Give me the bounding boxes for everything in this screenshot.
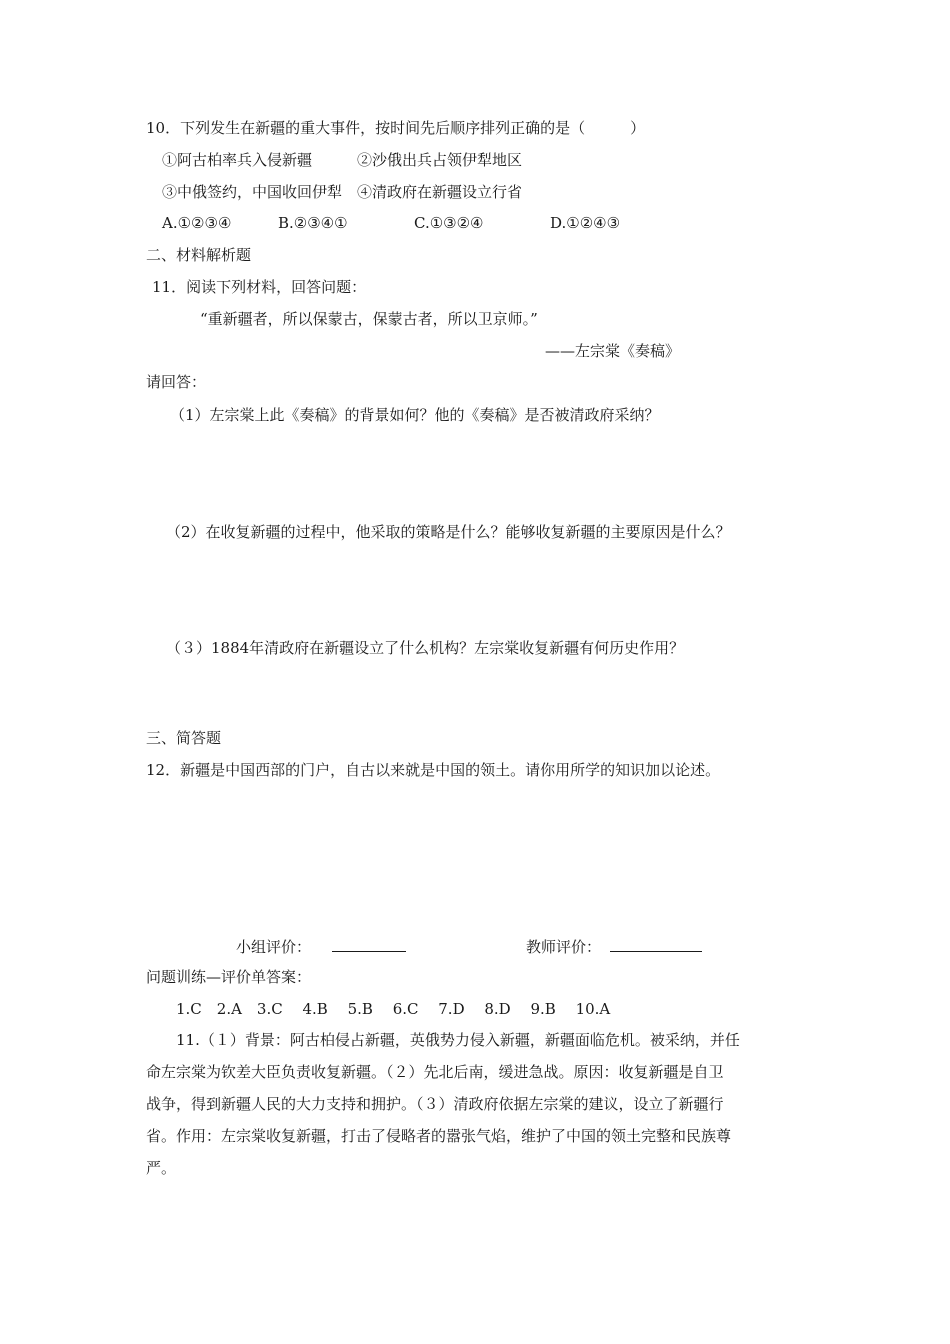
material-source: ——左宗棠《奏稿》 xyxy=(545,342,681,360)
question-12: 12．新疆是中国西部的门户，自古以来就是中国的领土。请你用所学的知识加以论述。 xyxy=(146,761,721,779)
question-11-sub-2: （2）在收复新疆的过程中，他采取的策略是什么？能够收复新疆的主要原因是什么？ xyxy=(166,523,731,541)
material-quote: “重新疆者，所以保蒙古，保蒙古者，所以卫京师。” xyxy=(200,310,538,328)
group-evaluation xyxy=(236,935,406,957)
section-3-heading: 三、简答题 xyxy=(146,729,222,747)
question-11-stem: 11．阅读下列材料，回答问题： xyxy=(152,278,367,296)
answer-11-line-4: 省。作用：左宗棠收复新疆，打击了侵略者的嚣张气焰，维护了中国的领土完整和民族尊 xyxy=(146,1127,732,1145)
section-2-heading: 二、材料解析题 xyxy=(146,246,252,264)
answer-prompt: 请回答： xyxy=(146,373,207,391)
question-10-stem: 10．下列发生在新疆的重大事件，按时间先后顺序排列正确的是（ ） xyxy=(146,119,646,137)
group-evaluation-label: 小组评价： xyxy=(236,938,312,956)
answer-11-line-3: 战争，得到新疆人民的大力支持和拥护。（３）清政府依据左宗棠的建议，设立了新疆行 xyxy=(146,1095,724,1113)
question-10-events-line-2: ③中俄签约，中国收回伊犁 ④清政府在新疆设立行省 xyxy=(162,183,523,201)
question-10-option-d: D.①②④③ xyxy=(550,214,621,232)
answer-11-line-1: 11.（１）背景：阿古柏侵占新疆，英俄势力侵入新疆，新疆面临危机。被采纳，并任 xyxy=(176,1031,740,1049)
answers-heading: 问题训练—评价单答案： xyxy=(146,968,312,986)
question-11-sub-3: （３）1884年清政府在新疆设立了什么机构？左宗棠收复新疆有何历史作用？ xyxy=(166,639,685,657)
question-10-option-b: B.②③④① xyxy=(278,214,348,232)
teacher-evaluation-blank[interactable] xyxy=(610,935,702,952)
question-10-option-c: C.①③②④ xyxy=(414,214,484,232)
question-11-sub-1: （1）左宗棠上此《奏稿》的背景如何？他的《奏稿》是否被清政府采纳？ xyxy=(170,406,660,424)
answer-11-line-5: 严。 xyxy=(146,1159,177,1177)
question-10-events-line-1: ①阿古柏率兵入侵新疆 ②沙俄出兵占领伊犁地区 xyxy=(162,151,523,169)
teacher-evaluation-label: 教师评价： xyxy=(526,938,602,956)
group-evaluation-blank[interactable] xyxy=(332,935,406,952)
question-10-option-a: A.①②③④ xyxy=(162,214,232,232)
answers-choice-line: 1.C 2.A 3.C 4.B 5.B 6.C 7.D 8.D 9.B 10.A xyxy=(176,1000,611,1018)
teacher-evaluation xyxy=(526,935,702,957)
answer-11-line-2: 命左宗棠为钦差大臣负责收复新疆。（２）先北后南，缓进急战。原因：收复新疆是自卫 xyxy=(146,1063,724,1081)
